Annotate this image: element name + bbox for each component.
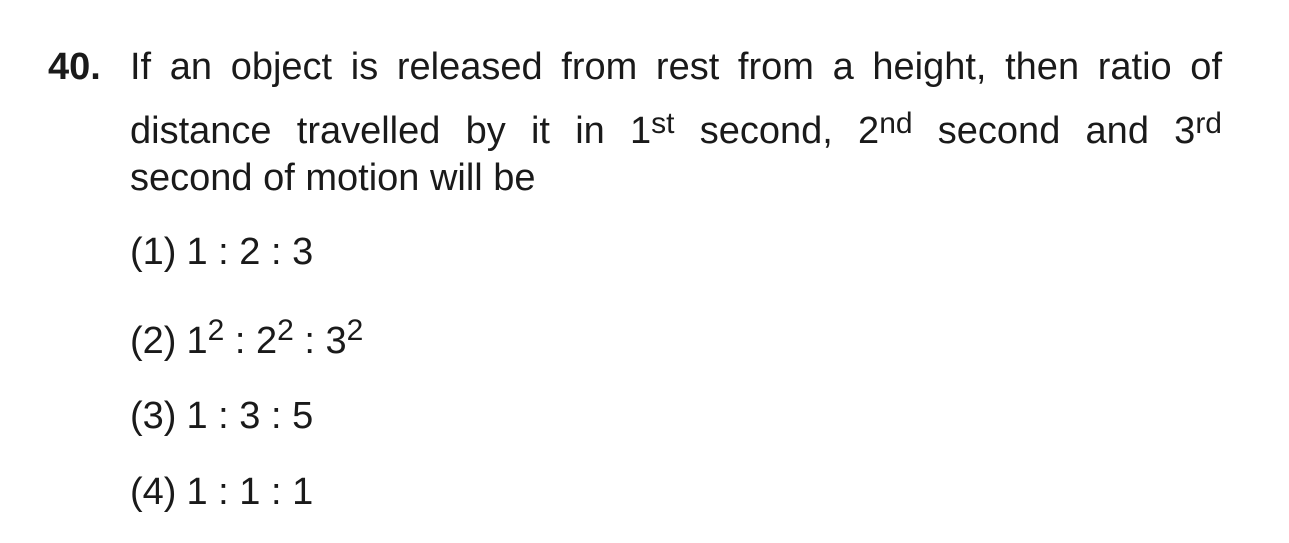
option-3 (130, 393, 313, 439)
term-base: 2 (255, 320, 278, 362)
option-1 (130, 229, 313, 275)
term-exponent: 2 (277, 313, 294, 347)
term-base: 1 (186, 320, 208, 362)
term-exponent: 2 (346, 313, 364, 347)
superscript-nd: nd (879, 106, 913, 140)
line2-part-b: second, 2 (674, 110, 880, 152)
option-number: (3) (130, 395, 177, 437)
option-number: (1) (130, 231, 177, 273)
option-text: 1 : 2 : 3 (186, 231, 314, 273)
option-text: 1 : 1 : 1 (186, 471, 314, 513)
question-number: 40. (48, 46, 101, 88)
line2-part-c: second and 3 (912, 110, 1196, 152)
option-number: (2) (130, 320, 177, 362)
superscript-st: st (651, 106, 675, 140)
option-2 (130, 313, 364, 364)
question-text-line-3: second of motion will be (130, 157, 536, 199)
superscript-rd: rd (1195, 106, 1222, 140)
question-text-line-2 (130, 108, 1222, 154)
question-text-line-1: If an object is released from rest from a height, then ratio of (130, 46, 1222, 88)
term-base: 3 (325, 320, 347, 362)
line2-part-a: distance travelled by it in 1 (130, 110, 652, 152)
ratio-separator: : (293, 320, 326, 362)
ratio-separator: : (224, 320, 256, 362)
option-text: 1 : 3 : 5 (186, 395, 314, 437)
term-exponent: 2 (207, 313, 225, 347)
option-4 (130, 469, 313, 515)
option-number: (4) (130, 471, 177, 513)
